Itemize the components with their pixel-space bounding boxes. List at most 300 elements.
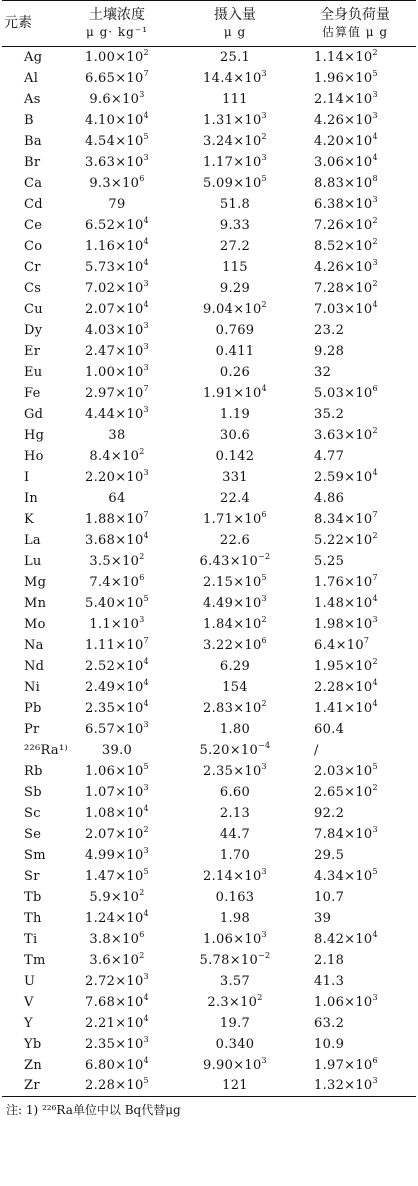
intake-cell-mantissa: 44.7 [219,826,251,842]
table-row [2,551,416,572]
body-burden-cell-mantissa: 7.03 [314,301,345,317]
body-burden-cell [294,593,416,614]
body-burden-cell-mantissa: 5.03 [314,385,345,401]
element-symbol: Br [24,154,41,170]
body-burden-cell-times-ten: ×10 [344,217,373,233]
intake-cell-mantissa: 6.29 [219,658,251,674]
soil-concentration-cell [58,131,176,152]
body-burden-cell [294,215,416,236]
table-row [2,803,416,824]
header-element: 元素 [4,15,32,31]
soil-concentration-cell-exponent: 3 [143,971,149,981]
soil-concentration-cell [58,593,176,614]
table-row [2,152,416,173]
intake-cell-exponent: 2 [261,698,267,708]
soil-concentration-cell-mantissa: 7.4 [89,574,111,590]
soil-concentration-cell-times-ten: ×10 [115,805,144,821]
intake-cell-mantissa: 1.84 [203,616,234,632]
intake-cell-exponent: 4 [261,383,267,393]
soil-concentration-cell-exponent: 4 [143,698,149,708]
body-burden-cell [294,362,416,383]
soil-concentration-cell-exponent: 6 [139,173,145,183]
soil-concentration-cell-mantissa: 1.1 [89,616,111,632]
table-row [2,362,416,383]
body-burden-cell-mantissa: 6.4 [314,637,336,653]
body-burden-cell-mantissa: / [314,742,319,758]
header-soil-unit: μ g· kg⁻¹ [85,24,149,39]
soil-concentration-cell-times-ten: ×10 [115,112,144,128]
body-burden-cell-times-ten: ×10 [344,1078,373,1094]
table-row [2,215,416,236]
header-soil-title: 土壤浓度 [89,6,145,23]
intake-cell-mantissa: 0.411 [215,343,255,359]
soil-concentration-cell-times-ten: ×10 [110,931,140,947]
body-burden-cell-exponent: 2 [372,236,378,246]
intake-cell-mantissa: 51.8 [219,196,251,212]
intake-cell-mantissa: 1.70 [219,847,251,863]
intake-cell [176,719,294,740]
soil-concentration-cell-exponent: 2 [143,47,149,57]
body-burden-cell-mantissa: 1.95 [314,658,345,674]
soil-concentration-cell-times-ten: ×10 [115,973,144,989]
soil-concentration-cell [58,446,176,467]
soil-concentration-cell-times-ten: ×10 [115,658,144,674]
header-intake-title: 摄入量 [214,6,256,23]
body-burden-cell-exponent: 5 [372,761,378,771]
soil-concentration-cell-exponent: 4 [143,992,149,1002]
element-symbol: Tm [24,952,46,968]
intake-cell-mantissa: 9.90 [203,1057,234,1073]
soil-concentration-cell [58,719,176,740]
element-symbol: Cu [24,301,43,317]
soil-concentration-cell-exponent: 2 [139,887,145,897]
element-symbol: Cd [24,196,43,212]
element-symbol: Ho [24,448,44,464]
soil-concentration-cell-times-ten: ×10 [115,406,144,422]
soil-concentration-cell-exponent: 3 [143,845,149,855]
body-burden-cell [294,425,416,446]
intake-cell-times-ten: ×10 [233,868,262,884]
body-burden-cell [294,950,416,971]
footnote: 注: 1) ²²⁶Ra单位中以 Bq代替μg [6,1103,181,1117]
table-row [2,1076,416,1097]
element-symbol: U [24,973,36,989]
table-row [2,677,416,698]
soil-concentration-cell-times-ten: ×10 [115,364,144,380]
intake-cell [176,1055,294,1076]
intake-cell-exponent: 3 [261,152,267,162]
intake-cell-mantissa: 0.142 [215,448,255,464]
intake-cell-exponent: 3 [261,866,267,876]
soil-concentration-cell-times-ten: ×10 [110,448,140,464]
body-burden-cell-times-ten: ×10 [344,280,373,296]
soil-concentration-cell [58,656,176,677]
intake-cell [176,866,294,887]
soil-concentration-cell-exponent: 3 [143,341,149,351]
intake-cell [176,572,294,593]
soil-concentration-cell [58,950,176,971]
intake-cell-exponent: −2 [258,950,271,960]
body-burden-cell [294,908,416,929]
intake-cell-mantissa: 111 [222,91,248,107]
table-row [2,740,416,761]
soil-concentration-cell-exponent: 4 [143,215,149,225]
body-burden-cell-mantissa: 1.97 [314,1057,345,1073]
intake-cell-mantissa: 5.78 [199,952,230,968]
soil-concentration-cell-times-ten: ×10 [110,616,140,632]
body-burden-cell-exponent: 3 [372,824,378,834]
soil-concentration-cell-exponent: 4 [143,530,149,540]
intake-cell-times-ten: ×10 [233,511,262,527]
intake-cell-mantissa: 2.35 [203,763,234,779]
body-burden-cell-times-ten: ×10 [344,175,373,191]
table-row [2,992,416,1013]
body-burden-cell-exponent: 4 [372,467,378,477]
body-burden-cell [294,446,416,467]
table-row [2,488,416,509]
table-row [2,656,416,677]
soil-concentration-cell-times-ten: ×10 [110,91,140,107]
element-symbol: Ba [24,133,42,149]
intake-cell [176,194,294,215]
element-symbol: Nd [24,658,45,674]
body-burden-cell [294,929,416,950]
element-symbol: La [24,532,41,548]
table-row [2,698,416,719]
intake-cell-times-ten: ×10 [229,952,259,968]
body-burden-cell-mantissa: 2.59 [314,469,345,485]
element-symbol: Al [24,70,39,86]
intake-cell-mantissa: 3.22 [203,637,234,653]
element-symbol: Gd [24,406,44,422]
body-burden-cell [294,47,416,68]
soil-concentration-cell [58,635,176,656]
intake-cell-times-ten: ×10 [233,595,262,611]
body-burden-cell [294,299,416,320]
soil-concentration-cell-exponent: 3 [143,1034,149,1044]
table-row [2,341,416,362]
body-burden-cell-mantissa: 8.83 [314,175,345,191]
soil-concentration-cell-times-ten: ×10 [110,952,140,968]
soil-concentration-cell [58,173,176,194]
intake-cell-mantissa: 3.57 [219,973,251,989]
soil-concentration-cell-mantissa: 2.21 [85,1015,116,1031]
soil-concentration-cell-times-ten: ×10 [115,868,144,884]
soil-concentration-cell-exponent: 3 [139,614,145,624]
body-burden-cell-mantissa: 60.4 [314,721,345,737]
intake-cell [176,215,294,236]
body-burden-cell [294,236,416,257]
element-symbol: Tb [24,889,42,905]
body-burden-cell-exponent: 2 [372,782,378,792]
intake-cell-mantissa: 9.29 [219,280,251,296]
intake-cell [176,971,294,992]
soil-concentration-cell-times-ten: ×10 [115,679,144,695]
body-burden-cell [294,971,416,992]
body-burden-cell-mantissa: 3.63 [314,427,345,443]
element-symbol: Sr [24,868,40,884]
soil-concentration-cell-mantissa: 4.99 [85,847,116,863]
intake-cell-mantissa: 1.91 [203,385,234,401]
body-burden-cell [294,1055,416,1076]
body-burden-cell-times-ten: ×10 [344,658,373,674]
intake-cell-times-ten: ×10 [233,1057,262,1073]
soil-concentration-cell-mantissa: 2.47 [85,343,116,359]
soil-concentration-cell-exponent: 3 [143,404,149,414]
element-symbol: Yb [24,1036,42,1052]
body-burden-cell-mantissa: 4.26 [314,112,345,128]
intake-cell-mantissa: 154 [222,679,248,695]
intake-cell [176,362,294,383]
soil-concentration-cell [58,215,176,236]
soil-concentration-cell-mantissa: 39.0 [101,742,133,758]
intake-cell [176,404,294,425]
soil-concentration-cell [58,992,176,1013]
table-row [2,299,416,320]
soil-concentration-cell-mantissa: 3.5 [89,553,111,569]
body-burden-cell-mantissa: 1.76 [314,574,345,590]
intake-cell-exponent: 3 [261,110,267,120]
intake-cell [176,278,294,299]
body-burden-cell [294,530,416,551]
intake-cell [176,824,294,845]
table-row [2,614,416,635]
element-symbol: Sb [24,784,42,800]
table-row [2,782,416,803]
intake-cell-exponent: 3 [261,68,267,78]
body-burden-cell-exponent: 7 [372,572,378,582]
soil-concentration-cell-times-ten: ×10 [115,721,144,737]
body-burden-cell-exponent: 3 [372,1076,378,1086]
body-burden-cell-mantissa: 1.06 [314,994,345,1010]
body-burden-cell [294,467,416,488]
body-burden-cell-mantissa: 10.7 [314,889,345,905]
intake-cell-times-ten: ×10 [229,553,259,569]
body-burden-cell-exponent: 2 [372,530,378,540]
soil-concentration-cell [58,761,176,782]
intake-cell [176,152,294,173]
soil-concentration-cell-exponent: 2 [139,551,145,561]
body-burden-cell-mantissa: 35.2 [314,406,345,422]
body-burden-cell-mantissa: 5.25 [314,553,345,569]
intake-cell [176,131,294,152]
body-burden-cell-times-ten: ×10 [344,91,373,107]
element-symbol: Sm [24,847,46,863]
intake-cell-mantissa: 4.49 [203,595,234,611]
soil-concentration-cell [58,47,176,68]
body-burden-cell [294,614,416,635]
soil-concentration-cell-mantissa: 2.35 [85,1036,116,1052]
soil-concentration-cell-times-ten: ×10 [110,574,140,590]
soil-concentration-cell-exponent: 6 [139,929,145,939]
element-symbol: Na [24,637,44,653]
table-row [2,1034,416,1055]
intake-cell [176,677,294,698]
body-burden-cell-mantissa: 2.18 [314,952,345,968]
element-symbol: Zn [24,1057,43,1073]
soil-concentration-cell-exponent: 7 [143,635,149,645]
body-burden-cell-times-ten: ×10 [344,133,373,149]
intake-cell-mantissa: 2.15 [203,574,234,590]
body-burden-cell-times-ten: ×10 [344,763,373,779]
soil-concentration-cell [58,740,176,761]
intake-cell [176,341,294,362]
intake-cell [176,68,294,89]
table-row [2,1013,416,1034]
element-symbol: Eu [24,364,43,380]
element-symbol: Sc [24,805,41,821]
intake-cell-mantissa: 22.6 [219,532,251,548]
table-row [2,320,416,341]
intake-cell-exponent: 5 [261,173,267,183]
soil-concentration-cell-times-ten: ×10 [115,154,144,170]
body-burden-cell-times-ten: ×10 [344,574,373,590]
soil-concentration-cell-times-ten: ×10 [115,1015,144,1031]
element-symbol: Cr [24,259,41,275]
intake-cell-times-ten: ×10 [233,616,262,632]
soil-concentration-cell-mantissa: 7.02 [85,280,116,296]
body-burden-cell-exponent: 2 [372,656,378,666]
soil-concentration-cell-exponent: 4 [143,803,149,813]
intake-cell-exponent: 3 [261,593,267,603]
element-symbol: Ti [24,931,38,947]
intake-cell [176,614,294,635]
soil-concentration-cell-times-ten: ×10 [115,1078,144,1094]
soil-concentration-cell-exponent: 3 [139,89,145,99]
soil-concentration-cell-times-ten: ×10 [110,553,140,569]
intake-cell [176,383,294,404]
body-burden-cell-mantissa: 23.2 [314,322,345,338]
intake-cell-times-ten: ×10 [233,385,262,401]
intake-cell-exponent: 3 [261,1055,267,1065]
intake-cell [176,236,294,257]
soil-concentration-cell-mantissa: 8.4 [89,448,111,464]
body-burden-cell [294,656,416,677]
table-row [2,572,416,593]
soil-concentration-cell-times-ten: ×10 [115,700,144,716]
element-symbol: Mn [24,595,47,611]
body-burden-cell [294,488,416,509]
soil-concentration-cell-times-ten: ×10 [115,826,144,842]
body-burden-cell [294,782,416,803]
soil-concentration-cell-times-ten: ×10 [115,1057,144,1073]
intake-cell [176,320,294,341]
table-row [2,110,416,131]
table-row [2,425,416,446]
element-symbol: Pb [24,700,42,716]
intake-cell-mantissa: 115 [222,259,248,275]
body-burden-cell-mantissa: 29.5 [314,847,345,863]
table-row [2,194,416,215]
body-burden-cell [294,89,416,110]
soil-concentration-cell-mantissa: 2.28 [85,1078,116,1094]
intake-cell-mantissa: 1.71 [203,511,234,527]
table-row [2,824,416,845]
soil-concentration-cell-mantissa: 2.35 [85,700,116,716]
body-burden-cell-mantissa: 2.03 [314,763,345,779]
body-burden-cell-mantissa: 4.86 [314,490,345,506]
soil-concentration-cell-mantissa: 1.00 [85,49,116,65]
body-burden-cell-mantissa: 39 [314,910,332,926]
soil-concentration-cell-times-ten: ×10 [115,994,144,1010]
intake-cell-mantissa: 22.4 [219,490,251,506]
soil-concentration-cell-times-ten: ×10 [115,343,144,359]
intake-cell-mantissa: 1.06 [203,931,234,947]
intake-cell-exponent: 2 [261,299,267,309]
body-burden-cell [294,992,416,1013]
intake-cell [176,89,294,110]
soil-concentration-cell-mantissa: 79 [108,196,126,212]
soil-concentration-cell [58,803,176,824]
element-symbol: Cs [24,280,42,296]
intake-cell [176,1013,294,1034]
body-burden-cell [294,824,416,845]
soil-concentration-cell-times-ten: ×10 [115,763,144,779]
intake-cell-times-ten: ×10 [233,931,262,947]
table-row [2,467,416,488]
body-burden-cell-exponent: 3 [372,257,378,267]
body-burden-cell [294,131,416,152]
soil-concentration-cell-exponent: 4 [143,110,149,120]
body-burden-cell-exponent: 7 [372,509,378,519]
soil-concentration-cell [58,299,176,320]
element-symbol: Ni [24,679,41,695]
element-symbol: Hg [24,427,45,443]
body-burden-cell-times-ten: ×10 [344,511,373,527]
soil-concentration-cell-exponent: 5 [143,131,149,141]
body-burden-cell-times-ten: ×10 [344,70,373,86]
body-burden-cell-mantissa: 7.84 [314,826,345,842]
body-burden-cell-exponent: 4 [372,929,378,939]
intake-cell-times-ten: ×10 [233,637,262,653]
body-burden-cell-mantissa: 2.14 [314,91,345,107]
intake-cell-times-ten: ×10 [233,574,262,590]
table-body [2,47,416,1097]
table-row [2,929,416,950]
table-header [2,1,416,47]
soil-concentration-cell [58,782,176,803]
soil-concentration-cell-exponent: 4 [143,299,149,309]
element-symbol: Pr [24,721,40,737]
body-burden-cell-times-ten: ×10 [344,469,373,485]
table-row [2,383,416,404]
soil-concentration-cell-mantissa: 1.24 [85,910,116,926]
soil-concentration-cell-exponent: 3 [143,320,149,330]
soil-concentration-cell [58,152,176,173]
body-burden-cell-mantissa: 10.9 [314,1036,345,1052]
soil-concentration-cell-times-ten: ×10 [115,238,144,254]
body-burden-cell-mantissa: 1.41 [314,700,345,716]
soil-concentration-cell-exponent: 4 [143,236,149,246]
intake-cell-mantissa: 30.6 [219,427,251,443]
intake-cell-mantissa: 5.09 [203,175,234,191]
soil-concentration-cell-times-ten: ×10 [115,532,144,548]
table-row [2,908,416,929]
soil-concentration-cell-times-ten: ×10 [110,889,140,905]
body-burden-cell-mantissa: 6.38 [314,196,345,212]
intake-cell-exponent: 6 [261,635,267,645]
intake-cell-mantissa: 2.3 [207,994,229,1010]
soil-concentration-cell [58,425,176,446]
intake-cell [176,782,294,803]
soil-concentration-cell-mantissa: 2.07 [85,301,116,317]
body-burden-cell-exponent: 4 [372,677,378,687]
intake-cell-mantissa: 6.43 [199,553,230,569]
body-burden-cell [294,173,416,194]
body-burden-cell-times-ten: ×10 [344,994,373,1010]
element-symbol: Zr [24,1078,40,1094]
body-burden-cell [294,152,416,173]
